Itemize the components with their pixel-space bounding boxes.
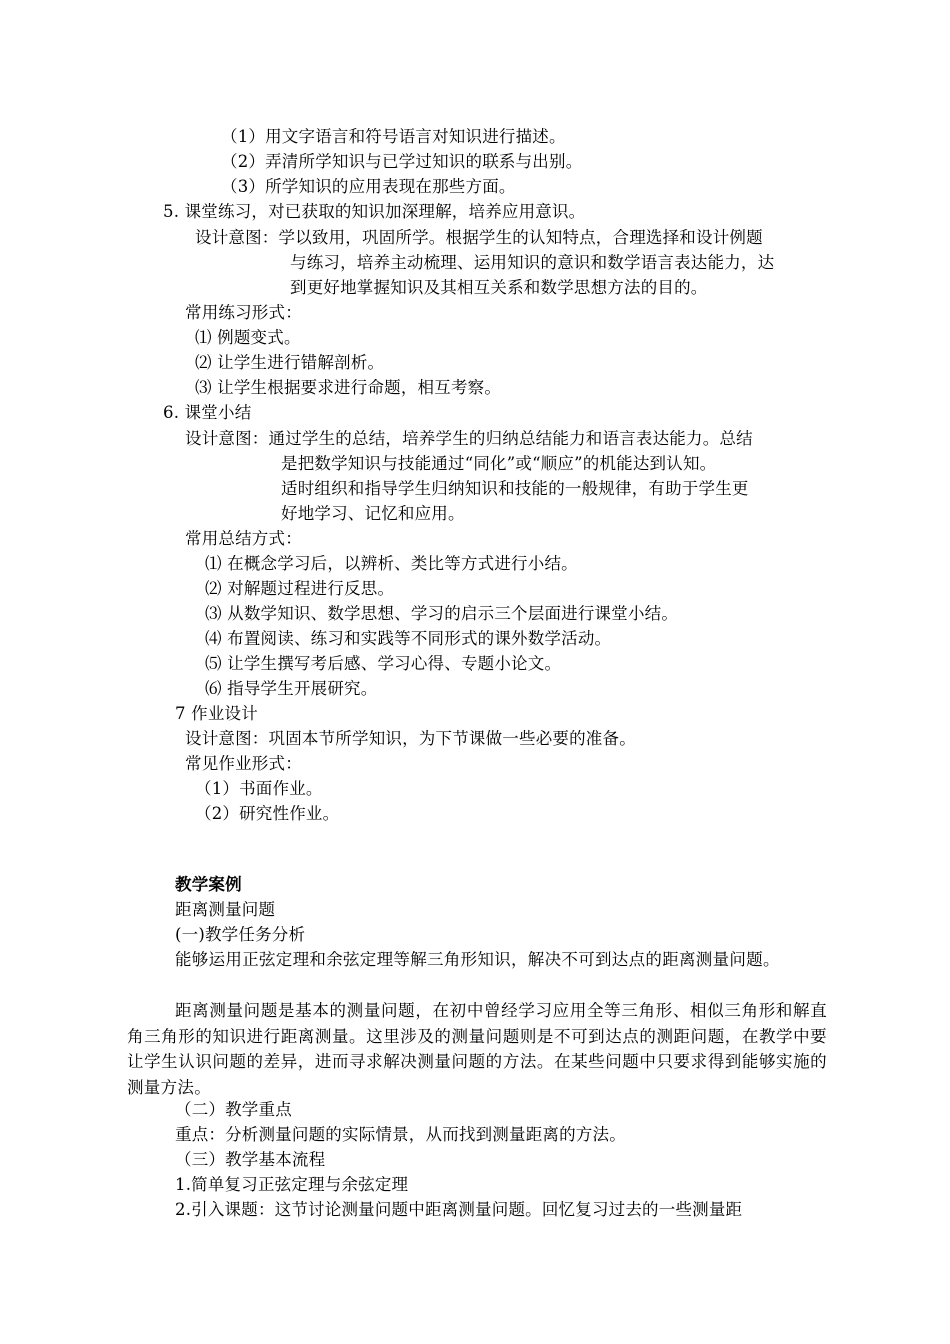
flow-step: 1.简单复习正弦定理与余弦定理 — [175, 1175, 409, 1194]
list-item: ⑹ 指导学生开展研究。 — [205, 679, 378, 698]
list-item: （2）研究性作业。 — [195, 804, 340, 823]
list-item: ⑴ 在概念学习后，以辨析、类比等方式进行小结。 — [205, 554, 578, 573]
design-intent-text: 适时组织和指导学生归纳知识和技能的一般规律，有助于学生更 — [281, 479, 749, 498]
case-part-heading: (一)教学任务分析 — [175, 925, 306, 944]
design-intent-text: 设计意图：巩固本节所学知识，为下节课做一些必要的准备。 — [185, 729, 636, 748]
design-intent-text: 到更好地掌握知识及其相互关系和数学思想方法的目的。 — [290, 278, 708, 297]
outline-item: （1）用文字语言和符号语言对知识进行描述。 — [221, 127, 566, 146]
flow-step: 2.引入课题：这节讨论测量问题中距离测量问题。回忆复习过去的一些测量距 — [175, 1200, 743, 1219]
case-title: 距离测量问题 — [175, 900, 276, 919]
section-heading: 5. 课堂练习，对已获取的知识加深理解，培养应用意识。 — [163, 202, 586, 221]
case-paragraph: 距离测量问题是基本的测量问题，在初中曾经学习应用全等三角形、相似三角形和解直角三角形的知识进行距离测量。这里涉及的测量问题则是不可到达点的测距问题，在教学中要让学生认识问题的差异，进而寻求解决测量问题的方法。在某些问题中只要求得到能够实施的测量方法。 — [127, 1001, 827, 1097]
forms-heading: 常见作业形式： — [185, 754, 302, 773]
case-paragraph: 能够运用正弦定理和余弦定理等解三角形知识，解决不可到达点的距离测量问题。 — [175, 950, 780, 969]
outline-item: （2）弄清所学知识与已学过知识的联系与出别。 — [221, 152, 583, 171]
outline-item: （3）所学知识的应用表现在那些方面。 — [221, 177, 516, 196]
forms-heading: 常用练习形式： — [185, 303, 302, 322]
section-heading: 6. 课堂小结 — [163, 403, 252, 422]
forms-heading: 常用总结方式： — [185, 529, 302, 548]
case-part-heading: （二）教学重点 — [175, 1100, 292, 1119]
design-intent-text: 设计意图：通过学生的总结，培养学生的归纳总结能力和语言表达能力。总结 — [185, 429, 753, 448]
design-intent-text: 是把数学知识与技能通过“同化”或“顺应”的机能达到认知。 — [281, 454, 717, 473]
list-item: ⑶ 让学生根据要求进行命题，相互考察。 — [195, 378, 502, 397]
design-intent-text: 与练习，培养主动梳理、运用知识的意识和数学语言表达能力，达 — [290, 253, 775, 272]
list-item: ⑵ 对解题过程进行反思。 — [205, 579, 395, 598]
case-heading: 教学案例 — [175, 875, 242, 894]
list-item: （1）书面作业。 — [195, 779, 323, 798]
list-item: ⑸ 让学生撰写考后感、学习心得、专题小论文。 — [205, 654, 562, 673]
case-text: 重点：分析测量问题的实际情景，从而找到测量距离的方法。 — [175, 1125, 626, 1144]
list-item: ⑵ 让学生进行错解剖析。 — [195, 353, 385, 372]
list-item: ⑶ 从数学知识、数学思想、学习的启示三个层面进行课堂小结。 — [205, 604, 679, 623]
section-heading: 7 作业设计 — [175, 704, 258, 723]
case-part-heading: （三）教学基本流程 — [175, 1150, 326, 1169]
design-intent-text: 好地学习、记忆和应用。 — [281, 504, 465, 523]
list-item: ⑷ 布置阅读、练习和实践等不同形式的课外数学活动。 — [205, 629, 612, 648]
list-item: ⑴ 例题变式。 — [195, 328, 301, 347]
design-intent-text: 设计意图：学以致用，巩固所学。根据学生的认知特点，合理选择和设计例题 — [195, 228, 763, 247]
